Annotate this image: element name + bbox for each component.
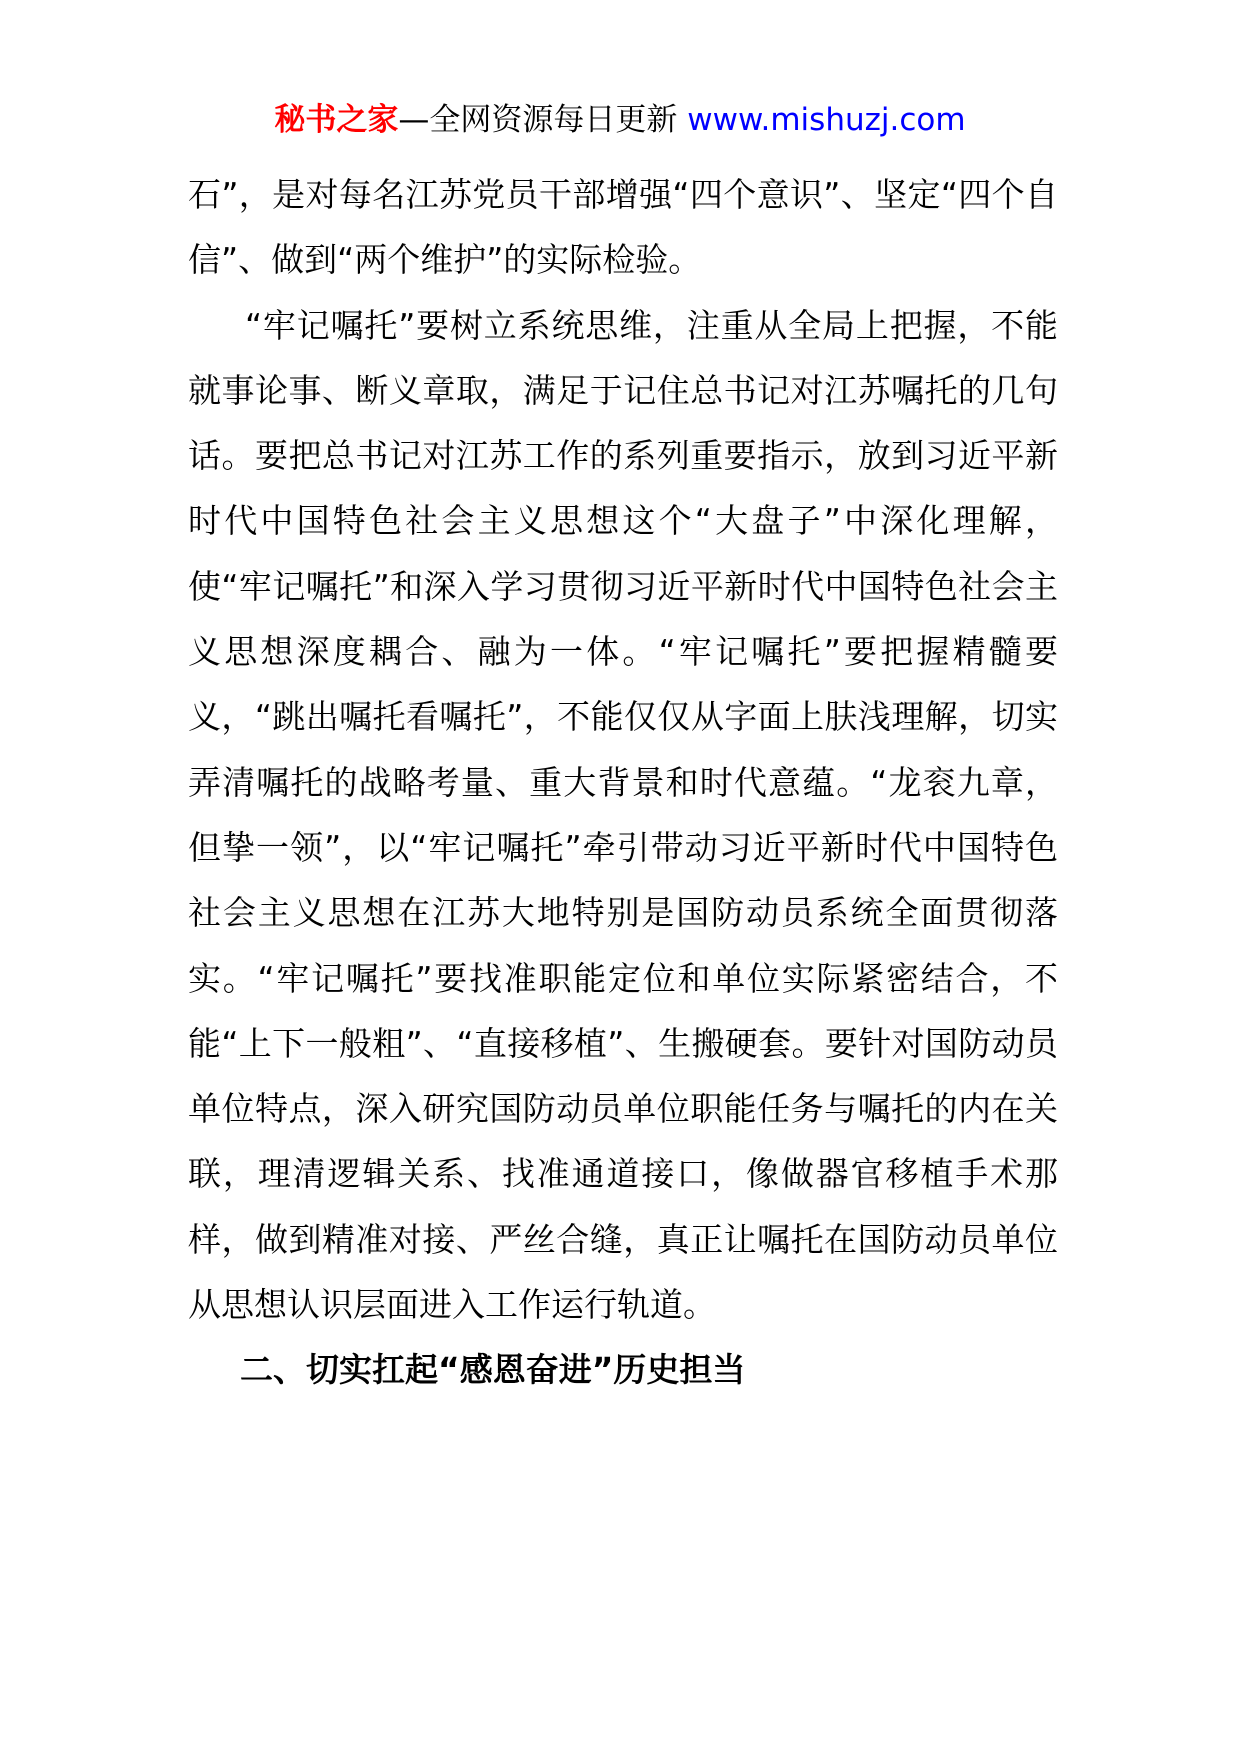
header-tagline: —全网资源每日更新 [398,102,678,138]
paragraph-remember-instructions: “牢记嘱托”要树立系统思维，注重从全局上把握，不能就事论事、断义章取，满足于记住总书记对江苏嘱托的几句话。要把总书记对江苏工作的系列重要指示，放到习近平新时代中国特色社会主义思想这个“大盘子”中深化理解，使“牢记嘱托”和深入学习贯彻习近平新时代中国特色社会主义思想深度耦合、融为一体。“牢记嘱托”要把握精髓要义，“跳出嘱托看嘱托”，不能仅仅从字面上肤浅理解，切实弄清嘱托的战略考量、重大背景和时代意蕴。“龙衮九章，但挚一领”，以“牢记嘱托”牵引带动习近平新时代中国特色社会主义思想在江苏大地特别是国防动员系统全面贯彻落实。“牢记嘱托”要找准职能定位和单位实际紧密结合，不能“上下一般粗”、“直接移植”、生搬硬套。要针对国防动员单位特点，深入研究国防动员单位职能任务与嘱托的内在关联，理清逻辑关系、找准通道接口，像做器官移植手术那样，做到精准对接、严丝合缝，真正让嘱托在国防动员单位从思想认识层面进入工作运行轨道。 [188,305,1058,1325]
document-body [188,162,1058,1403]
section-heading: 二、切实扛起“感恩奋进”历史担当 [240,1350,746,1390]
paragraph-continued: 石”，是对每名江苏党员干部增强“四个意识”、坚定“四个自信”、做到“两个维护”的实际检验。 [188,175,1058,280]
page-header [0,98,1240,142]
header-brand: 秘书之家 [274,102,399,138]
header-site-url[interactable]: www.mishuzj.com [687,102,966,138]
